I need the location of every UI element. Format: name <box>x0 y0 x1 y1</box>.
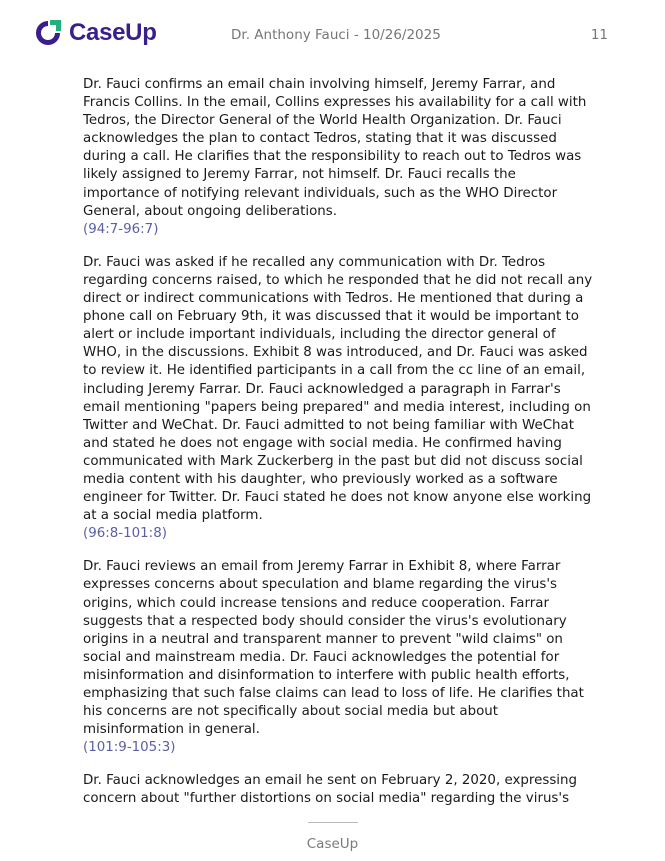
summary-paragraph <box>83 558 593 757</box>
summary-text: Dr. Fauci reviews an email from Jeremy Farrar in Exhibit 8, where Farrar expresses concerns about speculation and blame regarding the virus's origins, which could increase tensions and reduce cooperation. Farrar suggests that a respected body should consider the virus's evolutionary origins in a neutral and transparent manner to prevent "wild claims" on social and mainstream media. Dr. Fauci acknowledges the potential for misinformation and disinformation to interfere with public health efforts, emphasizing that such false claims can lead to loss of life. He clarifies that his concerns are not specifically about social media but about misinformation in general. <box>83 559 584 738</box>
summary-text: Dr. Fauci acknowledges an email he sent on February 2, 2020, expressing concern about "further distortions on social media" regarding the virus's <box>83 773 577 807</box>
page-line-citation[interactable]: (101:9-105:3) <box>83 740 176 756</box>
document-title: Dr. Anthony Fauci - 10/26/2025 <box>231 27 441 43</box>
page-line-citation[interactable]: (96:8-101:8) <box>83 526 167 542</box>
footer-divider <box>308 822 358 823</box>
summary-content <box>83 76 593 824</box>
caseup-logo-icon <box>34 19 62 47</box>
summary-paragraph <box>83 254 593 544</box>
footer-brand: CaseUp <box>306 836 359 852</box>
page-number: 11 <box>590 27 608 43</box>
caseup-logo <box>34 19 157 47</box>
brand-name: CaseUp <box>69 19 157 46</box>
summary-paragraph <box>83 76 593 239</box>
summary-text: Dr. Fauci confirms an email chain involving himself, Jeremy Farrar, and Francis Collins. In the email, Collins expresses his availability for a call with Tedros, the Director General of the World Health Organization. Dr. Fauci acknowledges the plan to contact Tedros, stating that it was discussed during a call. He clarifies that the responsibility to reach out to Tedros was likely assigned to Jeremy Farrar, not himself. Dr. Fauci recalls the importance of notifying relevant individuals, such as the WHO Director General, about ongoing deliberations. <box>83 77 587 219</box>
page-line-citation[interactable]: (94:7-96:7) <box>83 221 159 237</box>
page-header <box>0 0 665 70</box>
summary-text: Dr. Fauci was asked if he recalled any communication with Dr. Tedros regarding concerns raised, to which he responded that he did not recall any direct or indirect communications with Tedros. He mentioned that during a phone call on February 9th, it was discussed that it would be important to alert or include important individuals, including the director general of WHO, in the discussions. Exhibit 8 was introduced, and Dr. Fauci was asked to review it. He identified participants in a call from the cc line of an email, including Jeremy Farrar. Dr. Fauci acknowledged a paragraph in Farrar's email mentioning "papers being prepared" and media interest, including on Twitter and WeChat. Dr. Fauci admitted to not being familiar with WeChat and stated he does not engage with social media. He confirmed having communicated with Mark Zuckerberg in the past but did not discuss social media content with his daughter, who previously worked as a software engineer for Twitter. Dr. Fauci stated he does not know anyone else working at a social media platform. <box>83 254 593 524</box>
page-footer <box>0 822 665 852</box>
summary-paragraph <box>83 772 593 808</box>
